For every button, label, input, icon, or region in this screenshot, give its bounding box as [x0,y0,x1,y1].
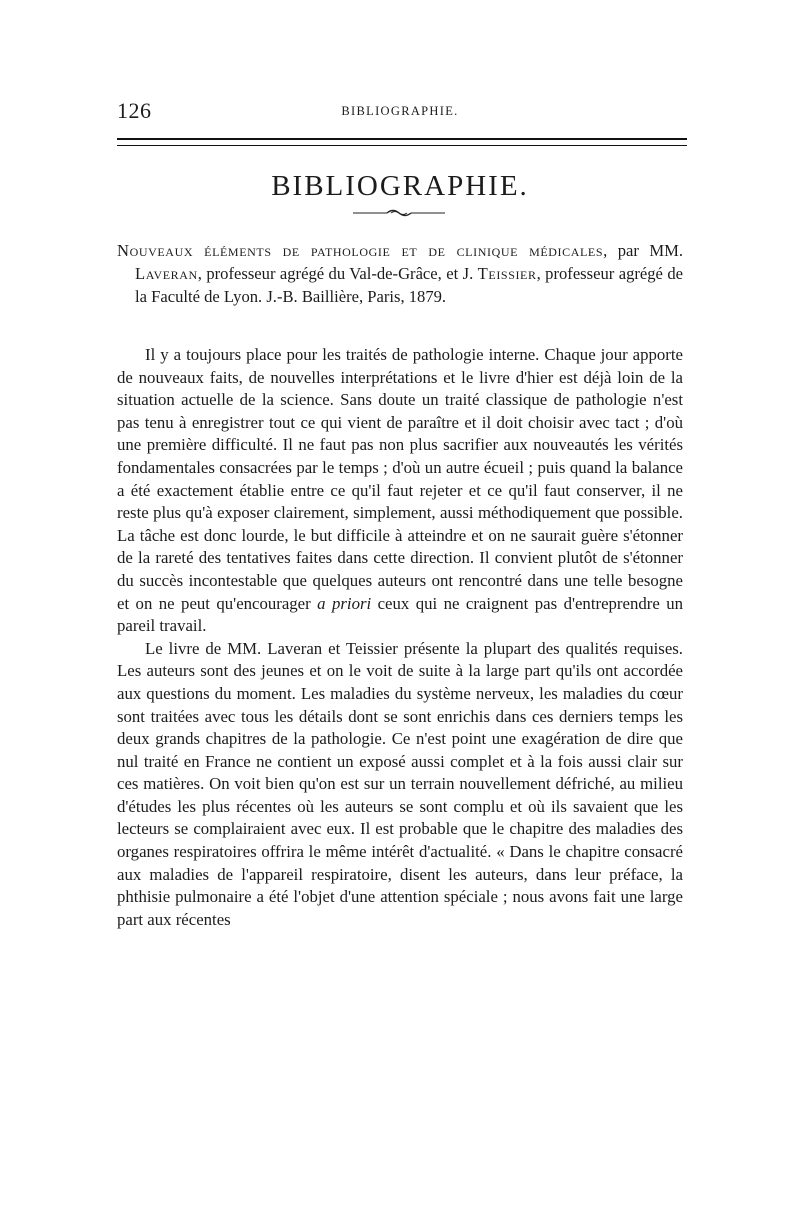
paragraph-1 [117,344,683,638]
author-teissier: Teissier [477,263,537,283]
section-title: BIBLIOGRAPHIE. [271,170,529,202]
book-title: Nouveaux éléments de pathologie et de clinique médicales [117,241,604,260]
header-rule-thin [117,145,687,146]
paragraph-2: Le livre de MM. Laveran et Teissier présente la plupart des qualités requises. Les auteurs sont des jeunes et on le voit de suite à la large part qu'ils ont accordée aux questions du moment. Les maladies du système nerveux, les maladies du cœur sont traitées avec tous les détails dont se sont enrichis dans ces derniers temps les deux grands chapitres de la pathologie. Ce n'est point une exagération de dire que nul traité en France ne contient un exposé aussi complet et à la fois aussi clair sur ces matières. On voit bien qu'on est sur un terrain nouvellement défriché, au milieu d'études les plus récentes où les auteurs se sont complu et où ils savaient que les lecteurs se complairaient avec eux. Il est probable que le chapitre des maladies des organes respiratoires offrira le même intérêt d'actualité. « Dans le chapitre consacré aux maladies de l'appareil respiratoire, disent les auteurs, dans leur préface, la phthisie pulmonaire a été l'objet d'une attention spéciale ; nous avons fait une large part aux récentes [117,638,683,929]
running-head [117,98,683,122]
author1-role: , professeur agrégé du Val-de-Grâce, et J. [197,263,478,283]
ornament-divider [351,207,447,219]
citation-by: , par MM. [603,241,684,260]
citation-rest: , professeur agrégé de la Faculté de Lyon. J.-B. Baillière, Paris, 1879. [135,263,683,306]
paragraph-1-text-b: ceux qui ne craignent pas d'entreprendre un pareil travail. [117,593,683,636]
page-number: 126 [117,98,152,123]
header-rule-thick [117,138,687,140]
paragraph-1-text-a: Il y a toujours place pour les traités de pathologie interne. Chaque jour apporte de nouveaux faits, de nouvelles interprétations et le livre d'hier est déjà loin de la situation actuelle de la science. Sans doute un traité classique de pathologie n'est pas tenu à enregistrer tout ce qui vient de paraître et il doit choisir avec tact ; d'où une première difficulté. Il ne faut pas non plus sacrifier aux nouveautés les vérités fondamentales consacrées par le temps ; d'où un autre écueil ; puis quand la balance a été exactement établie entre ce qu'il faut rejeter et ce qu'il faut conserver, il ne reste plus qu'à exposer clairement, simplement, aussi méthodiquement que possible. La tâche est donc lourde, le but difficile à atteindre et on ne saurait guère s'étonner de la rareté des tentatives faites dans cette direction. Il convient plutôt de s'étonner du succès incontestable que quelques auteurs ont rencontré dans une telle besogne et on ne peut qu'encourager [117,345,683,613]
author-laveran: Laveran [135,263,198,283]
running-title: BIBLIOGRAPHIE. [341,104,459,118]
body-text [117,344,683,931]
paragraph-1-italic: a priori [317,593,372,613]
bibliographic-citation [117,240,683,308]
